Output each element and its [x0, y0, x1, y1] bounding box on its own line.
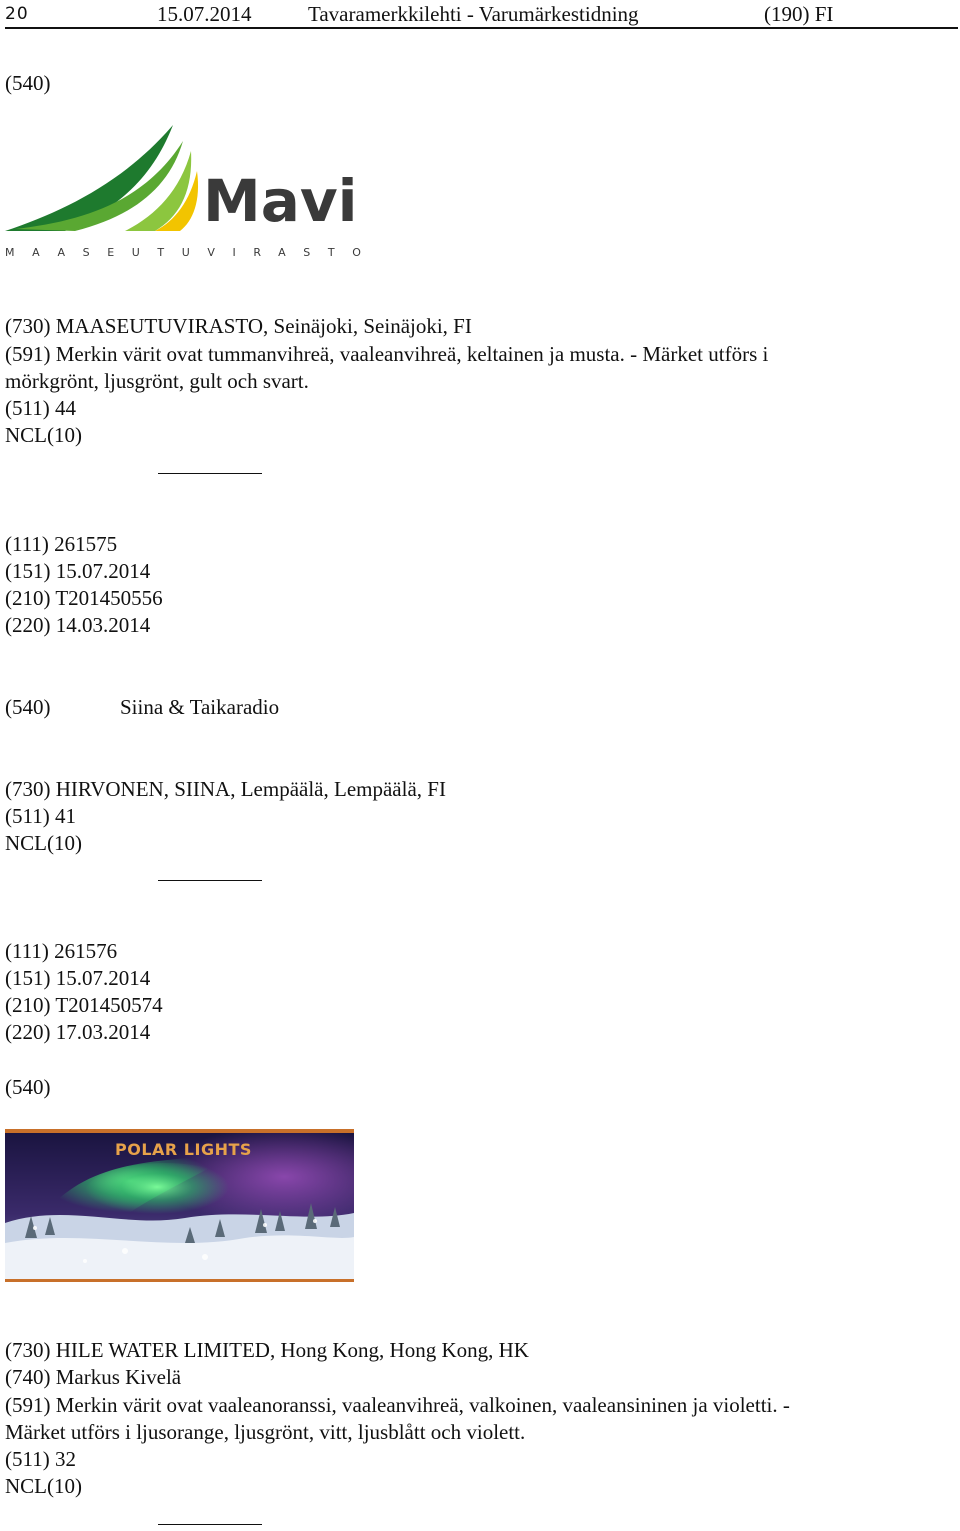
separator-rule [158, 1524, 262, 1525]
country-code: (190) FI [764, 2, 834, 26]
header-date: 15.07.2014 [157, 2, 252, 26]
publication-title: Tavaramerkkilehti - Varumärkestidning [308, 2, 639, 26]
polar-lights-logo-title: POLAR LIGHTS [115, 1140, 252, 1159]
entry1-classes: (511) 44 [5, 396, 76, 420]
entry1-holder: (730) MAASEUTUVIRASTO, Seinäjoki, Seinäjoki, FI [5, 314, 472, 338]
entry3-reg-no: (111) 261576 [5, 939, 118, 963]
entry2-ncl: NCL(10) [5, 831, 82, 855]
entry1-ncl: NCL(10) [5, 423, 82, 447]
entry3-app-no: (210) T201450574 [5, 993, 163, 1017]
mavi-logo-word: Mavi [203, 167, 358, 235]
entry3-colors-line1: (591) Merkin värit ovat vaaleanoranssi, vaaleanvihreä, valkoinen, vaaleansininen ja violetti. - [5, 1393, 790, 1417]
entry1-colors-line1: (591) Merkin värit ovat tummanvihreä, vaaleanvihreä, keltainen ja musta. - Märket utförs i [5, 342, 769, 366]
separator-rule [158, 473, 262, 474]
polar-lights-image [5, 1129, 354, 1282]
page-header [5, 0, 958, 29]
entry2-mark-label: (540) [5, 695, 51, 719]
entry3-classes: (511) 32 [5, 1447, 76, 1471]
entry1-mark-label: (540) [5, 71, 51, 95]
page-number: 20 [5, 4, 29, 24]
entry3-filing-date: (220) 17.03.2014 [5, 1020, 151, 1044]
separator-rule [158, 880, 262, 881]
entry2-filing-date: (220) 14.03.2014 [5, 613, 151, 637]
entry3-ncl: NCL(10) [5, 1474, 82, 1498]
mavi-logo-subtext: MAASEUTUVIRASTO [5, 246, 379, 259]
entry3-representative: (740) Markus Kivelä [5, 1365, 182, 1389]
entry2-app-no: (210) T201450556 [5, 586, 163, 610]
entry2-holder: (730) HIRVONEN, SIINA, Lempäälä, Lempäälä, FI [5, 777, 446, 801]
entry2-reg-date: (151) 15.07.2014 [5, 559, 151, 583]
entry3-holder: (730) HILE WATER LIMITED, Hong Kong, Hong Kong, HK [5, 1338, 529, 1362]
entry3-mark-label: (540) [5, 1075, 51, 1099]
entry2-classes: (511) 41 [5, 804, 76, 828]
entry2-reg-no: (111) 261575 [5, 532, 118, 556]
entry3-colors-line2: Märket utförs i ljusorange, ljusgrönt, vitt, ljusblått och violett. [5, 1420, 526, 1444]
entry1-colors-line2: mörkgrönt, ljusgrönt, gult och svart. [5, 369, 309, 393]
entry3-reg-date: (151) 15.07.2014 [5, 966, 151, 990]
entry2-mark-text: Siina & Taikaradio [120, 695, 280, 719]
